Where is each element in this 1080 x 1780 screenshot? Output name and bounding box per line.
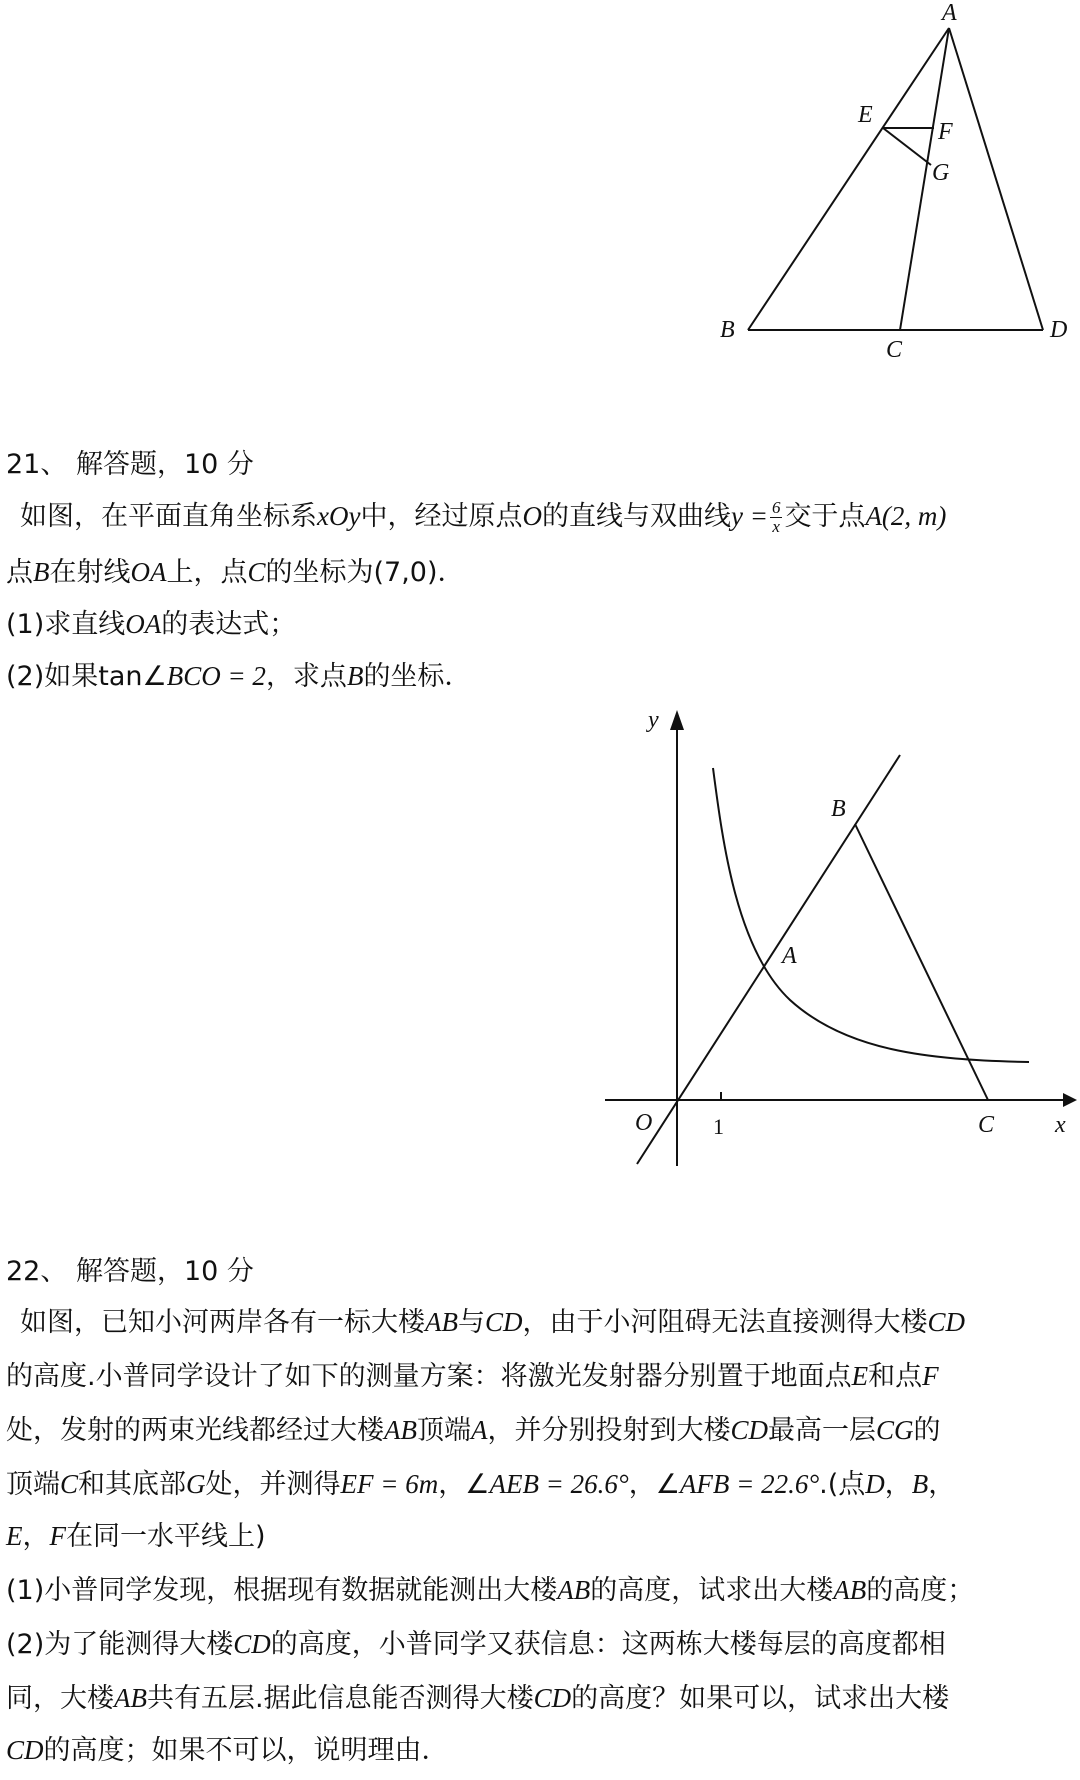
label-E: E bbox=[858, 102, 873, 128]
q22-line5: E，F在同一水平线上) bbox=[6, 1521, 266, 1552]
label-B: B bbox=[720, 317, 735, 343]
q22-part2-cont: 同，大楼AB共有五层.据此信息能否测得大楼CD的高度？如果可以，试求出大楼 bbox=[6, 1683, 950, 1714]
label-x-axis: x bbox=[1055, 1112, 1066, 1138]
x-axis-arrow bbox=[1063, 1093, 1077, 1107]
label-D: D bbox=[1050, 317, 1068, 343]
q22-line2: 的高度.小普同学设计了如下的测量方案：将激光发射器分别置于地面点E和点F bbox=[6, 1361, 939, 1392]
label-point-B: B bbox=[831, 796, 846, 822]
label-point-C: C bbox=[978, 1112, 995, 1138]
q21-part1: (1)求直线OA的表达式； bbox=[6, 609, 297, 640]
label-origin: O bbox=[635, 1110, 653, 1136]
label-C: C bbox=[886, 337, 903, 363]
label-y-axis: y bbox=[648, 707, 659, 733]
segment-EG bbox=[883, 128, 931, 165]
label-tick-1: 1 bbox=[713, 1114, 724, 1139]
q22-header: 22、 解答题，10 分 bbox=[6, 1256, 254, 1287]
fraction-6-over-x: $\frac{6}{x}$ bbox=[771, 498, 781, 536]
coordinate-graph bbox=[595, 700, 1080, 1170]
hyperbola bbox=[713, 768, 1029, 1062]
q21-header: 21、 解答题，10 分 bbox=[6, 449, 254, 480]
q22-line4: 顶端C和其底部G处，并测得EF = 6m，∠AEB = 26.6°，∠AFB = 22.6°.(点D，B， bbox=[6, 1469, 956, 1500]
label-A: A bbox=[942, 0, 957, 26]
q22-line1: 如图，已知小河两岸各有一标大楼AB与CD，由于小河阻碍无法直接测得大楼CD bbox=[20, 1307, 966, 1338]
q22-part2: (2)为了能测得大楼CD的高度，小普同学又获信息：这两栋大楼每层的高度都相 bbox=[6, 1629, 946, 1660]
y-axis-arrow bbox=[670, 710, 684, 730]
q21-line2: 点B在射线OA上，点C的坐标为(7,0)． bbox=[6, 557, 465, 588]
q21-intro: 如图，在平面直角坐标系xOy中，经过原点O的直线与双曲线y = $\frac{6}{x}$ 交于点A(2, m) bbox=[20, 498, 947, 536]
q21-part2: (2)如果tan∠BCO = 2，求点B的坐标． bbox=[6, 661, 472, 692]
label-point-A: A bbox=[782, 943, 797, 969]
q22-part2-end: CD的高度；如果不可以，说明理由． bbox=[6, 1735, 449, 1766]
label-G: G bbox=[932, 160, 950, 186]
triangle-figure bbox=[720, 0, 1080, 370]
q22-part1: (1)小普同学发现，根据现有数据就能测出大楼AB的高度，试求出大楼AB的高度； bbox=[6, 1575, 975, 1606]
segment-AB bbox=[748, 28, 949, 330]
segment-AD bbox=[949, 28, 1043, 330]
label-F: F bbox=[938, 119, 953, 145]
q22-line3: 处，发射的两束光线都经过大楼AB顶端A，并分别投射到大楼CD最高一层CG的 bbox=[6, 1415, 941, 1446]
